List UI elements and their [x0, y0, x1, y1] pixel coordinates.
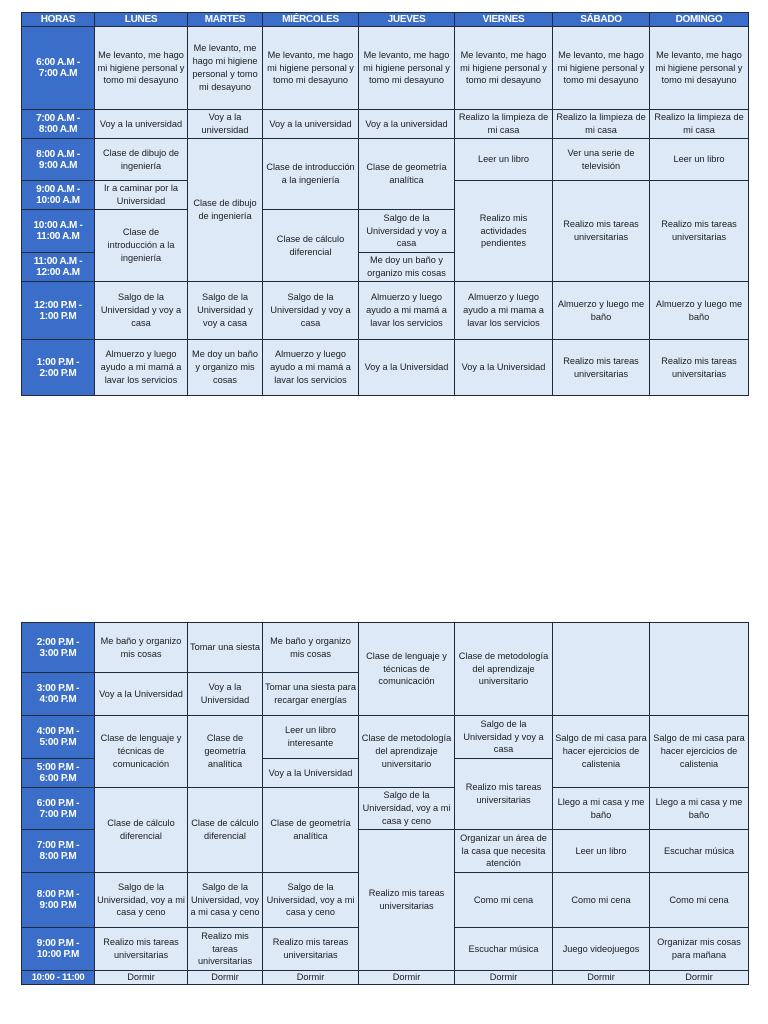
header-domingo: DOMINGO: [650, 13, 749, 27]
activity-cell: Me levanto, me hago mi higiene personal y tomo mi desayuno: [553, 27, 650, 110]
hour-label: 1:00 P.M - 2:00 P.M: [22, 340, 95, 396]
activity-cell: Clase de metodología del aprendizaje universitario: [359, 716, 455, 788]
activity-cell: Leer un libro interesante: [263, 716, 359, 759]
row-10pm: [22, 971, 749, 985]
activity-cell: Como mi cena: [455, 873, 553, 928]
activity-cell: Organizar mis cosas para mañana: [650, 928, 749, 971]
activity-cell: Dormir: [455, 971, 553, 985]
header-jueves: JUEVES: [359, 13, 455, 27]
schedule-table-evening: [21, 622, 749, 985]
activity-cell: Me baño y organizo mis cosas: [263, 623, 359, 673]
header-sabado: SÁBADO: [553, 13, 650, 27]
header-martes: MARTES: [188, 13, 263, 27]
activity-cell: Ir a caminar por la Universidad: [95, 181, 188, 210]
activity-cell: Como mi cena: [553, 873, 650, 928]
activity-cell: Salgo de la Universidad y voy a casa: [263, 282, 359, 340]
activity-cell: Dormir: [95, 971, 188, 985]
activity-cell: Realizo mis tareas universitarias: [263, 928, 359, 971]
row-4pm: [22, 716, 749, 759]
activity-cell: Clase de geometría analítica: [188, 716, 263, 788]
activity-cell: Realizo mis tareas universitarias: [553, 340, 650, 396]
activity-cell: Ver una serie de televisión: [553, 139, 650, 181]
hour-label: 9:00 A.M - 10:00 A.M: [22, 181, 95, 210]
activity-cell: Llego a mi casa y me baño: [650, 788, 749, 830]
activity-cell: Escuchar música: [650, 830, 749, 873]
activity-cell: Leer un libro: [455, 139, 553, 181]
schedule-table-morning: [21, 12, 749, 396]
row-6am: [22, 27, 749, 110]
hour-label: 2:00 P.M - 3:00 P.M: [22, 623, 95, 673]
activity-cell: Dormir: [650, 971, 749, 985]
activity-cell: Realizo mis tareas universitarias: [188, 928, 263, 971]
activity-cell: Voy a la Universidad: [455, 340, 553, 396]
activity-cell: Clase de dibujo de ingeniería: [188, 139, 263, 282]
activity-cell: Clase de cálculo diferencial: [95, 788, 188, 873]
activity-cell-empty: [553, 623, 650, 716]
activity-cell: Almuerzo y luego me baño: [553, 282, 650, 340]
activity-cell: Clase de cálculo diferencial: [263, 210, 359, 282]
activity-cell: Salgo de mi casa para hacer ejercicios de calistenia: [553, 716, 650, 788]
header-miercoles: MIÉRCOLES: [263, 13, 359, 27]
activity-cell: Clase de cálculo diferencial: [188, 788, 263, 873]
row-12pm: [22, 282, 749, 340]
activity-cell: Clase de metodología del aprendizaje universitario: [455, 623, 553, 716]
activity-cell: Realizo mis tareas universitarias: [650, 340, 749, 396]
activity-cell: Realizo la limpieza de mi casa: [650, 110, 749, 139]
activity-cell: Realizo la limpieza de mi casa: [455, 110, 553, 139]
hour-label: 12:00 P.M - 1:00 P.M: [22, 282, 95, 340]
activity-cell: Leer un libro: [650, 139, 749, 181]
activity-cell-empty: [650, 623, 749, 716]
activity-cell: Voy a la universidad: [359, 110, 455, 139]
row-7am: [22, 110, 749, 139]
activity-cell: Me baño y organizo mis cosas: [95, 623, 188, 673]
activity-cell: Dormir: [188, 971, 263, 985]
row-6pm: [22, 788, 749, 830]
row-8am: [22, 139, 749, 181]
activity-cell: Escuchar música: [455, 928, 553, 971]
activity-cell: Realizo mis actividades pendientes: [455, 181, 553, 282]
activity-cell: Juego videojuegos: [553, 928, 650, 971]
activity-cell: Almuerzo y luego ayudo a mi mamá a lavar los servicios: [263, 340, 359, 396]
header-viernes: VIERNES: [455, 13, 553, 27]
activity-cell: Me levanto, me hago mi higiene personal y tomo mi desayuno: [263, 27, 359, 110]
activity-cell: Realizo mis tareas universitarias: [359, 830, 455, 971]
activity-cell: Clase de lenguaje y técnicas de comunicación: [95, 716, 188, 788]
activity-cell: Clase de geometría analítica: [359, 139, 455, 210]
activity-cell: Salgo de la Universidad, voy a mi casa y ceno: [359, 788, 455, 830]
hour-label: 10:00 A.M - 11:00 A.M: [22, 210, 95, 253]
activity-cell: Voy a la universidad: [263, 110, 359, 139]
header-horas: HORAS: [22, 13, 95, 27]
activity-cell: Clase de introducción a la ingeniería: [263, 139, 359, 210]
activity-cell: Salgo de la Universidad, voy a mi casa y ceno: [95, 873, 188, 928]
activity-cell: Voy a la universidad: [188, 110, 263, 139]
activity-cell: Me levanto, me hago mi higiene personal y tomo mi desayuno: [455, 27, 553, 110]
activity-cell: Realizo mis tareas universitarias: [650, 181, 749, 282]
activity-cell: Clase de dibujo de ingeniería: [95, 139, 188, 181]
activity-cell: Organizar un área de la casa que necesita atención: [455, 830, 553, 873]
activity-cell: Me levanto, me hago mi higiene personal y tomo mi desayuno: [359, 27, 455, 110]
header-lunes: LUNES: [95, 13, 188, 27]
activity-cell: Voy a la Universidad: [359, 340, 455, 396]
activity-cell: Salgo de la Universidad y voy a casa: [188, 282, 263, 340]
activity-cell: Dormir: [553, 971, 650, 985]
hour-label: 10:00 - 11:00: [22, 971, 95, 985]
activity-cell: Salgo de la Universidad y voy a casa: [359, 210, 455, 253]
header-row: [22, 13, 749, 27]
activity-cell: Salgo de la Universidad y voy a casa: [455, 716, 553, 759]
activity-cell: Almuerzo y luego ayudo a mi mamá a lavar los servicios: [95, 340, 188, 396]
activity-cell: Me doy un baño y organizo mis cosas: [359, 253, 455, 282]
activity-cell: Realizo la limpieza de mi casa: [553, 110, 650, 139]
activity-cell: Salgo de mi casa para hacer ejercicios de calistenia: [650, 716, 749, 788]
hour-label: 3:00 P.M - 4:00 P.M: [22, 673, 95, 716]
activity-cell: Salgo de la Universidad, voy a mi casa y ceno: [263, 873, 359, 928]
activity-cell: Me levanto, me hago mi higiene personal y tomo mi desayuno: [95, 27, 188, 110]
hour-label: 8:00 A.M - 9:00 A.M: [22, 139, 95, 181]
hour-label: 7:00 P.M - 8:00 P.M: [22, 830, 95, 873]
activity-cell: Almuerzo y luego ayudo a mi mamá a lavar los servicios: [359, 282, 455, 340]
activity-cell: Realizo mis tareas universitarias: [455, 759, 553, 830]
hour-label: 7:00 A.M - 8:00 A.M: [22, 110, 95, 139]
activity-cell: Voy a la Universidad: [95, 673, 188, 716]
activity-cell: Clase de geometría analítica: [263, 788, 359, 873]
hour-label: 6:00 P.M - 7:00 P.M: [22, 788, 95, 830]
activity-cell: Me doy un baño y organizo mis cosas: [188, 340, 263, 396]
activity-cell: Voy a la Universidad: [188, 673, 263, 716]
activity-cell: Dormir: [359, 971, 455, 985]
activity-cell: Voy a la Universidad: [263, 759, 359, 788]
activity-cell: Leer un libro: [553, 830, 650, 873]
hour-label: 8:00 P.M - 9:00 P.M: [22, 873, 95, 928]
activity-cell: Clase de introducción a la ingeniería: [95, 210, 188, 282]
row-1pm: [22, 340, 749, 396]
activity-cell: Realizo mis tareas universitarias: [553, 181, 650, 282]
hour-label: 5:00 P.M - 6:00 P.M: [22, 759, 95, 788]
activity-cell: Llego a mi casa y me baño: [553, 788, 650, 830]
hour-label: 11:00 A.M - 12:00 A.M: [22, 253, 95, 282]
activity-cell: Almuerzo y luego me baño: [650, 282, 749, 340]
activity-cell: Voy a la universidad: [95, 110, 188, 139]
activity-cell: Salgo de la Universidad y voy a casa: [95, 282, 188, 340]
activity-cell: Realizo mis tareas universitarias: [95, 928, 188, 971]
row-2pm: [22, 623, 749, 673]
activity-cell: Tomar una siesta: [188, 623, 263, 673]
activity-cell: Clase de lenguaje y técnicas de comunicación: [359, 623, 455, 716]
activity-cell: Tomar una siesta para recargar energías: [263, 673, 359, 716]
activity-cell: Como mi cena: [650, 873, 749, 928]
hour-label: 4:00 P.M - 5:00 P.M: [22, 716, 95, 759]
activity-cell: Dormir: [263, 971, 359, 985]
activity-cell: Me levanto, me hago mi higiene personal y tomo mi desayuno: [188, 27, 263, 110]
hour-label: 9:00 P.M - 10:00 P.M: [22, 928, 95, 971]
activity-cell: Me levanto, me hago mi higiene personal y tomo mi desayuno: [650, 27, 749, 110]
hour-label: 6:00 A.M - 7:00 A.M: [22, 27, 95, 110]
activity-cell: Salgo de la Universidad, voy a mi casa y ceno: [188, 873, 263, 928]
activity-cell: Almuerzo y luego ayudo a mi mama a lavar los servicios: [455, 282, 553, 340]
